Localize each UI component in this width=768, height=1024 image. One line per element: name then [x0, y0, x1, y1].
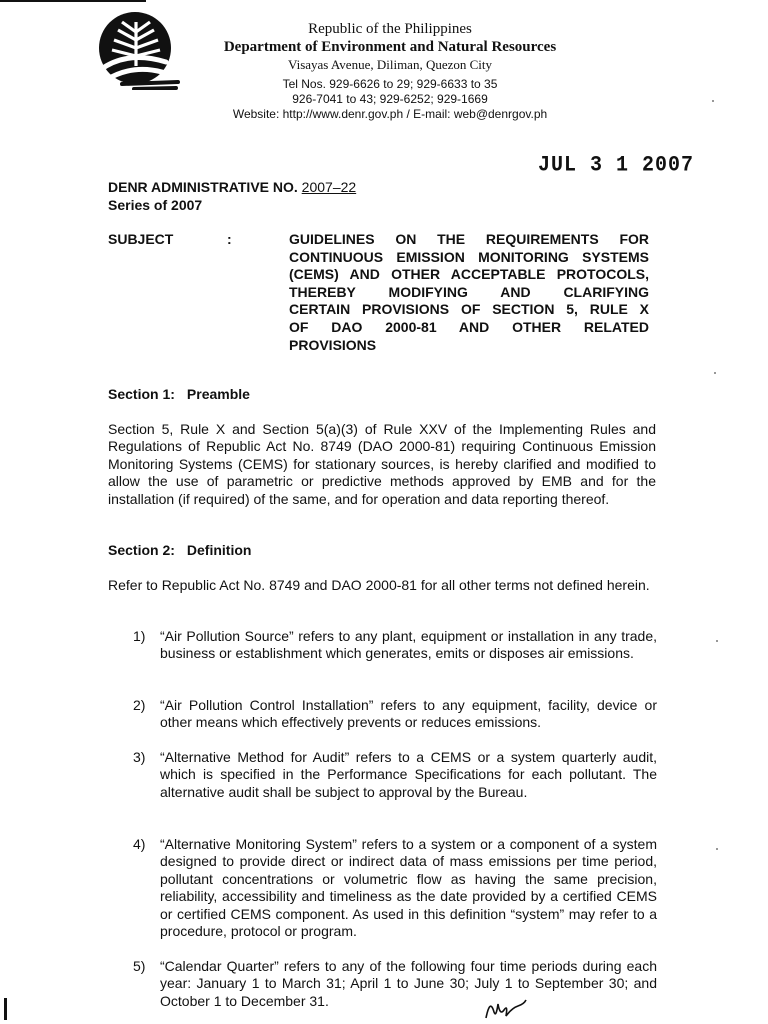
subject-label: SUBJECT	[108, 231, 174, 247]
initials-signature	[484, 994, 528, 1022]
denr-emblem-icon	[92, 10, 182, 90]
top-rule	[0, 0, 146, 2]
subject-line: CONTINUOUS EMISSION MONITORING SYSTEMS	[289, 248, 649, 265]
subject-colon: :	[227, 231, 232, 247]
section-1-number: Section 1:	[108, 386, 175, 402]
order-series: Series of 2007	[108, 197, 203, 213]
item-text: “Calendar Quarter” refers to any of the following four time periods during each year: January 1 to March 31; April 1 to June 30; July 1 to September 30; and October 1 to December 31.	[160, 958, 657, 1009]
order-number: 2007–22	[301, 179, 357, 195]
item-number: 2)	[133, 697, 146, 713]
tel-line-2: 926-7041 to 43; 929-6252; 929-1669	[292, 92, 488, 106]
item-number: 4)	[133, 836, 146, 852]
item-number: 1)	[133, 628, 146, 644]
department-line: Department of Environment and Natural Resources	[223, 39, 557, 55]
definition-item	[133, 628, 657, 663]
definition-item	[133, 836, 657, 940]
section-2-intro: Refer to Republic Act No. 8749 and DAO 2000-81 for all other terms not defined herein.	[108, 577, 650, 593]
section-2-number: Section 2:	[108, 542, 175, 558]
administrative-order	[108, 178, 356, 214]
section-1-paragraph: Section 5, Rule X and Section 5(a)(3) of Rule XXV of the Implementing Rules and Regulations of Republic Act No. 8749 (DAO 2000-81) requiring Continuous Emission Monitoring Systems (CEMS) for stationary sources, is hereby clarified and modified to allow the use of parametric or predictive methods approved by EMB and for the installation (if required) of the same, and for operation and data reporting thereof.	[108, 421, 656, 507]
definition-item	[133, 697, 657, 732]
section-2-title: Definition	[186, 542, 252, 558]
date-stamp: JUL 3 1 2007	[538, 152, 695, 179]
scan-speck	[712, 100, 714, 102]
subject-line: PROVISIONS	[289, 336, 377, 353]
item-number: 5)	[133, 958, 146, 974]
subject-line: OF DAO 2000-81 AND OTHER RELATED	[289, 318, 649, 335]
tel-line-1: Tel Nos. 929-6626 to 29; 929-6633 to 35	[282, 77, 498, 91]
item-text: “Alternative Method for Audit” refers to a CEMS or a system quarterly audit, which is specified in the Performance Specifications for each pollutant. The alternative audit shall be subject to approval by the Bureau.	[160, 749, 657, 800]
address-line: Visayas Avenue, Diliman, Quezon City	[287, 57, 493, 72]
section-1-heading	[108, 386, 250, 402]
subject-line: THEREBY MODIFYING AND CLARIFYING	[289, 283, 649, 300]
definition-item	[133, 749, 657, 801]
item-text: “Alternative Monitoring System” refers to a system or a component of a system designed to provide direct or indirect data of mass emissions per time period, pollutant concentrations or volumetric flow as having the same precision, reliability, accessibility and timeliness as the date provided by a certified CEMS or certified CEMS component. As used in this definition “system” may refer to a procedure, protocol or program.	[160, 836, 657, 940]
item-text: “Air Pollution Source” refers to any plant, equipment or installation in any trade, business or establishment which generates, emits or disposes air emissions.	[160, 628, 657, 662]
letterhead	[200, 20, 580, 122]
section-2-heading	[108, 542, 251, 558]
margin-mark	[4, 998, 7, 1020]
section-1-title: Preamble	[186, 386, 250, 402]
country-line: Republic of the Philippines	[308, 21, 472, 37]
scan-speck	[714, 372, 716, 374]
item-text: “Air Pollution Control Installation” refers to any equipment, facility, device or other means which effectively prevents or reduces emissions.	[160, 697, 657, 731]
subject-line: CERTAIN PROVISIONS OF SECTION 5, RULE X	[289, 301, 649, 318]
order-label: DENR ADMINISTRATIVE NO.	[108, 179, 298, 195]
item-number: 3)	[133, 749, 146, 765]
scan-speck	[716, 640, 718, 642]
website-line: Website: http://www.denr.gov.ph / E-mail: web@denrgov.ph	[232, 107, 548, 121]
definition-item	[133, 958, 657, 1010]
scan-speck	[716, 848, 718, 850]
subject-line: GUIDELINES ON THE REQUIREMENTS FOR	[289, 231, 649, 247]
subject-text	[289, 231, 649, 354]
subject-line: (CEMS) AND OTHER ACCEPTABLE PROTOCOLS,	[289, 266, 649, 283]
